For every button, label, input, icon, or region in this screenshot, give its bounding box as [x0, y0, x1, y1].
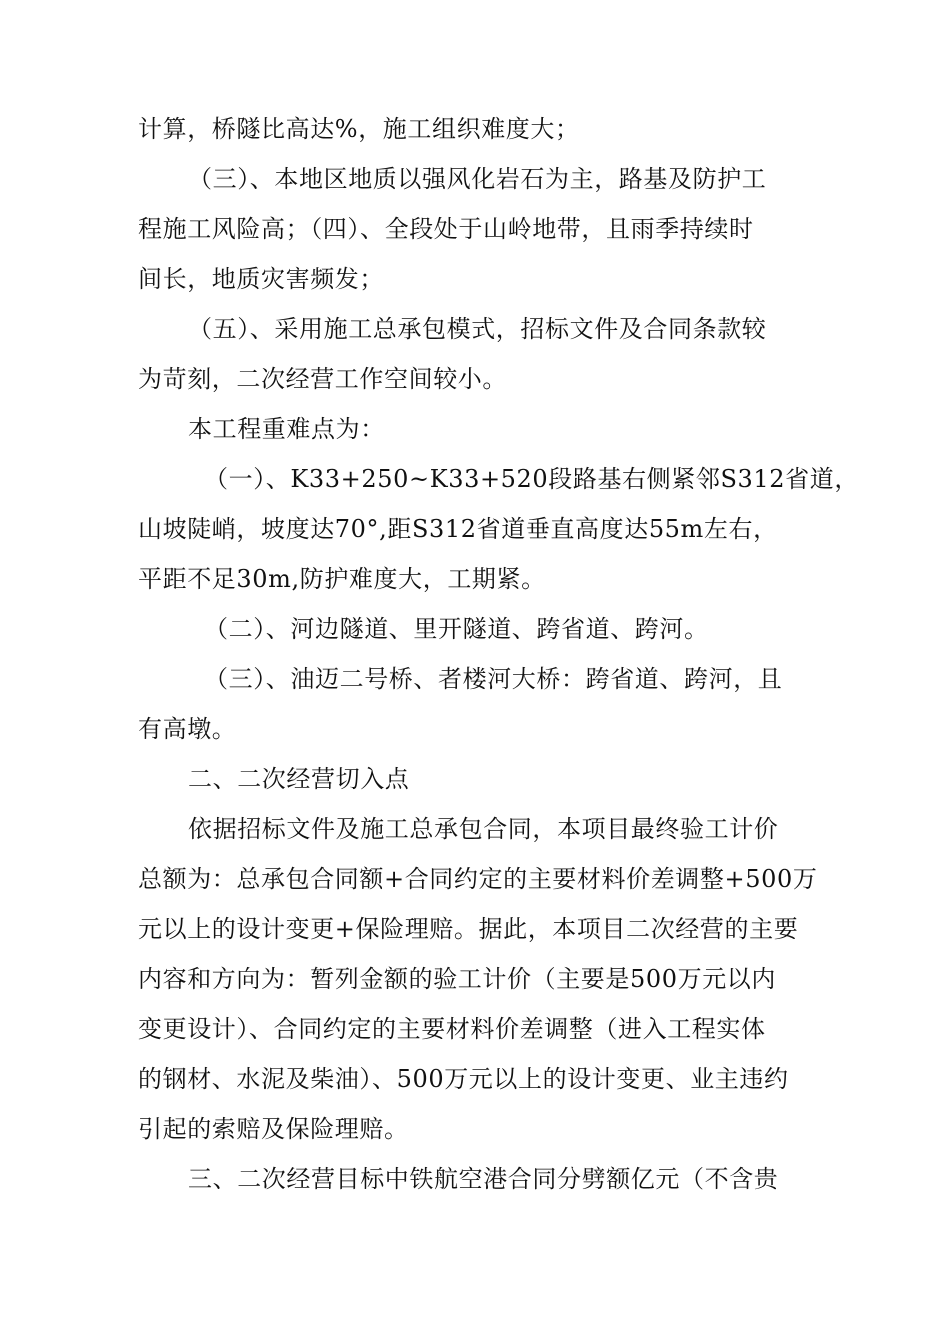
body-text-line: （二）、河边隧道、里开隧道、跨省道、跨河。 — [204, 615, 709, 643]
body-text-line: 引起的索赔及保险理赔。 — [138, 1115, 409, 1143]
body-text-line: 变更设计）、合同约定的主要材料价差调整（进入工程实体 — [138, 1015, 766, 1043]
body-text-line: （三）、本地区地质以强风化岩石为主，路基及防护工 — [188, 165, 767, 193]
body-text-line: （五）、采用施工总承包模式，招标文件及合同条款较 — [188, 315, 767, 343]
body-text-line: 间长，地质灾害频发； — [138, 265, 384, 293]
section-heading: 三、二次经营目标中铁航空港合同分劈额亿元（不含贵 — [188, 1165, 779, 1193]
section-intro-heading: 本工程重难点为： — [188, 415, 385, 443]
body-text-line: （一）、K33+250~K33+520段路基右侧紧邻S312省道， — [204, 465, 859, 493]
body-text-line: 计算，桥隧比高达%，施工组织难度大； — [138, 115, 580, 143]
body-text-line: 总额为：总承包合同额+合同约定的主要材料价差调整+500万 — [138, 865, 818, 893]
body-text-line: 程施工风险高；（四）、全段处于山岭地带，且雨季持续时 — [138, 215, 754, 243]
document-body — [138, 104, 859, 1204]
body-text-line: 元以上的设计变更+保险理赔。据此，本项目二次经营的主要 — [138, 915, 799, 943]
body-text-line: （三）、油迈二号桥、者楼河大桥：跨省道、跨河，且 — [204, 665, 783, 693]
body-text-line: 有高墩。 — [138, 715, 237, 743]
section-heading: 二、二次经营切入点 — [188, 765, 410, 793]
body-text-line: 的钢材、水泥及柴油）、500万元以上的设计变更、业主违约 — [138, 1065, 789, 1093]
body-text-line: 依据招标文件及施工总承包合同，本项目最终验工计价 — [188, 815, 779, 843]
body-text-line: 为苛刻，二次经营工作空间较小。 — [138, 365, 507, 393]
body-text-line: 平距不足30m,防护难度大，工期紧。 — [138, 565, 546, 593]
body-text-line: 山坡陡峭，坡度达70°,距S312省道垂直高度达55m左右， — [138, 515, 778, 543]
body-text-line: 内容和方向为：暂列金额的验工计价（主要是500万元以内 — [138, 965, 777, 993]
